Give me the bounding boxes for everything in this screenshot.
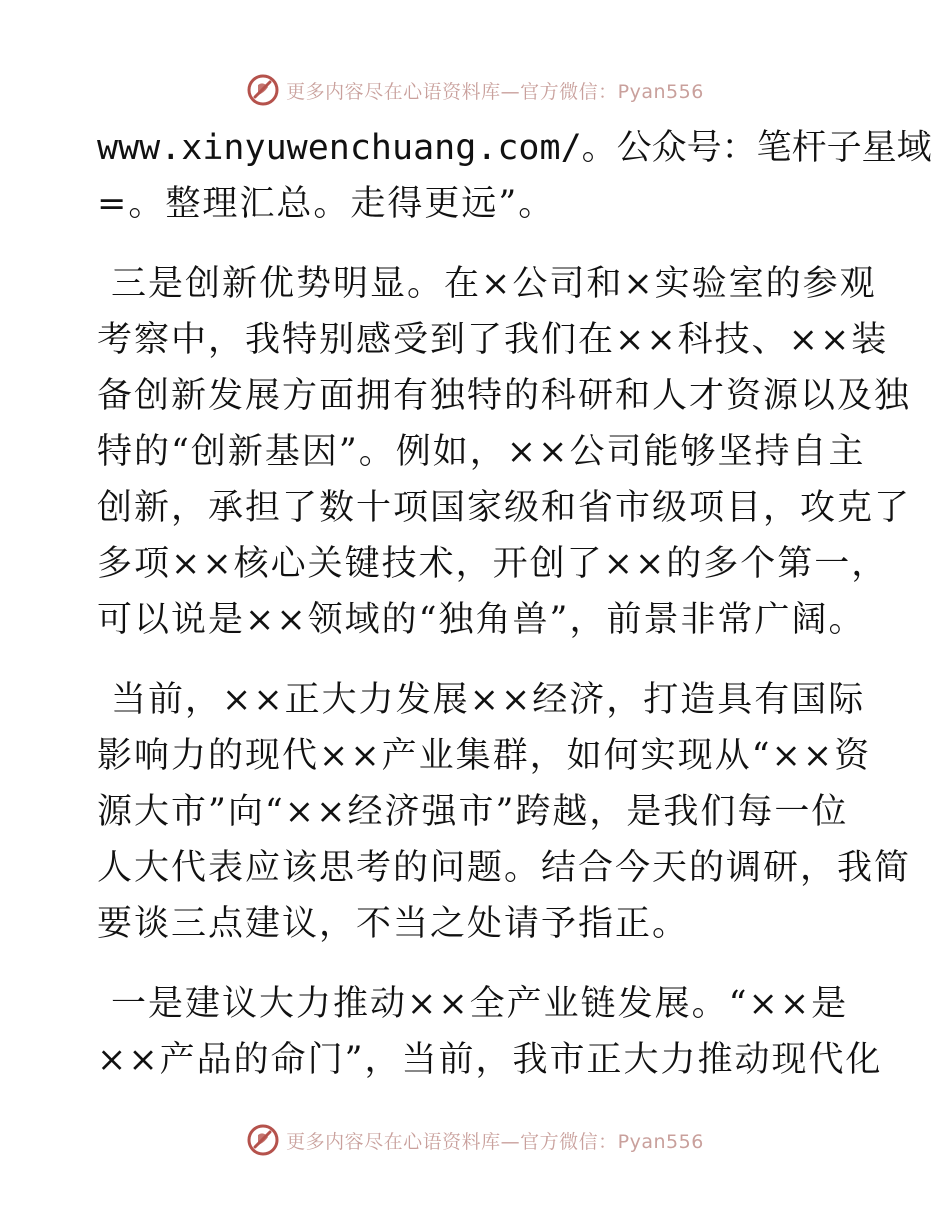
text-line: 三是创新优势明显。在×公司和×实验室的参观 (111, 264, 877, 304)
text-line: 一是建议大力推动××全产业链发展。“××是 (111, 984, 849, 1024)
header-banner-text: 更多内容尽在心语资料库—官方微信：Pyan556 (286, 80, 704, 103)
text-line: 当前，××正大力发展××经济，打造具有国际 (111, 680, 866, 720)
text-line: 要谈三点建议，不当之处请予指正。 (97, 904, 690, 944)
text-line: www.xinyuwenchuang.com/。公众号：笔杆子星域 (97, 128, 932, 168)
text-line: 影响力的现代××产业集群，如何实现从“××资 (97, 736, 872, 776)
text-line: 人大代表应该思考的问题。结合今天的调研，我简 (97, 848, 912, 888)
paragraph (97, 672, 912, 952)
text-line: 特的“创新基因”。例如，××公司能够坚持自主 (97, 432, 866, 472)
seal-logo-icon (246, 73, 280, 107)
text-line: 源大市”向“××经济强市”跨越，是我们每一位 (97, 792, 849, 832)
text-line: 考察中，我特别感受到了我们在××科技、××装 (97, 320, 889, 360)
paragraph (97, 976, 883, 1088)
text-line: 创新，承担了数十项国家级和省市级项目，攻克了 (97, 488, 912, 528)
text-line: 多项××核心关键技术，开创了××的多个第一， (97, 544, 889, 584)
text-line: ××产品的命门”，当前，我市正大力推动现代化 (97, 1040, 883, 1080)
footer-banner-text: 更多内容尽在心语资料库—官方微信：Pyan556 (286, 1130, 704, 1153)
paragraph (97, 120, 932, 232)
document-body (97, 120, 932, 1088)
header-banner (0, 70, 950, 110)
seal-logo-icon (246, 1123, 280, 1157)
footer-banner (0, 1120, 950, 1160)
text-line: 备创新发展方面拥有独特的科研和人才资源以及独 (97, 376, 912, 416)
text-line: 可以说是××领域的“独角兽”，前景非常广阔。 (97, 600, 866, 640)
paragraph (97, 256, 912, 648)
text-line: =。整理汇总。走得更远”。 (97, 184, 556, 224)
